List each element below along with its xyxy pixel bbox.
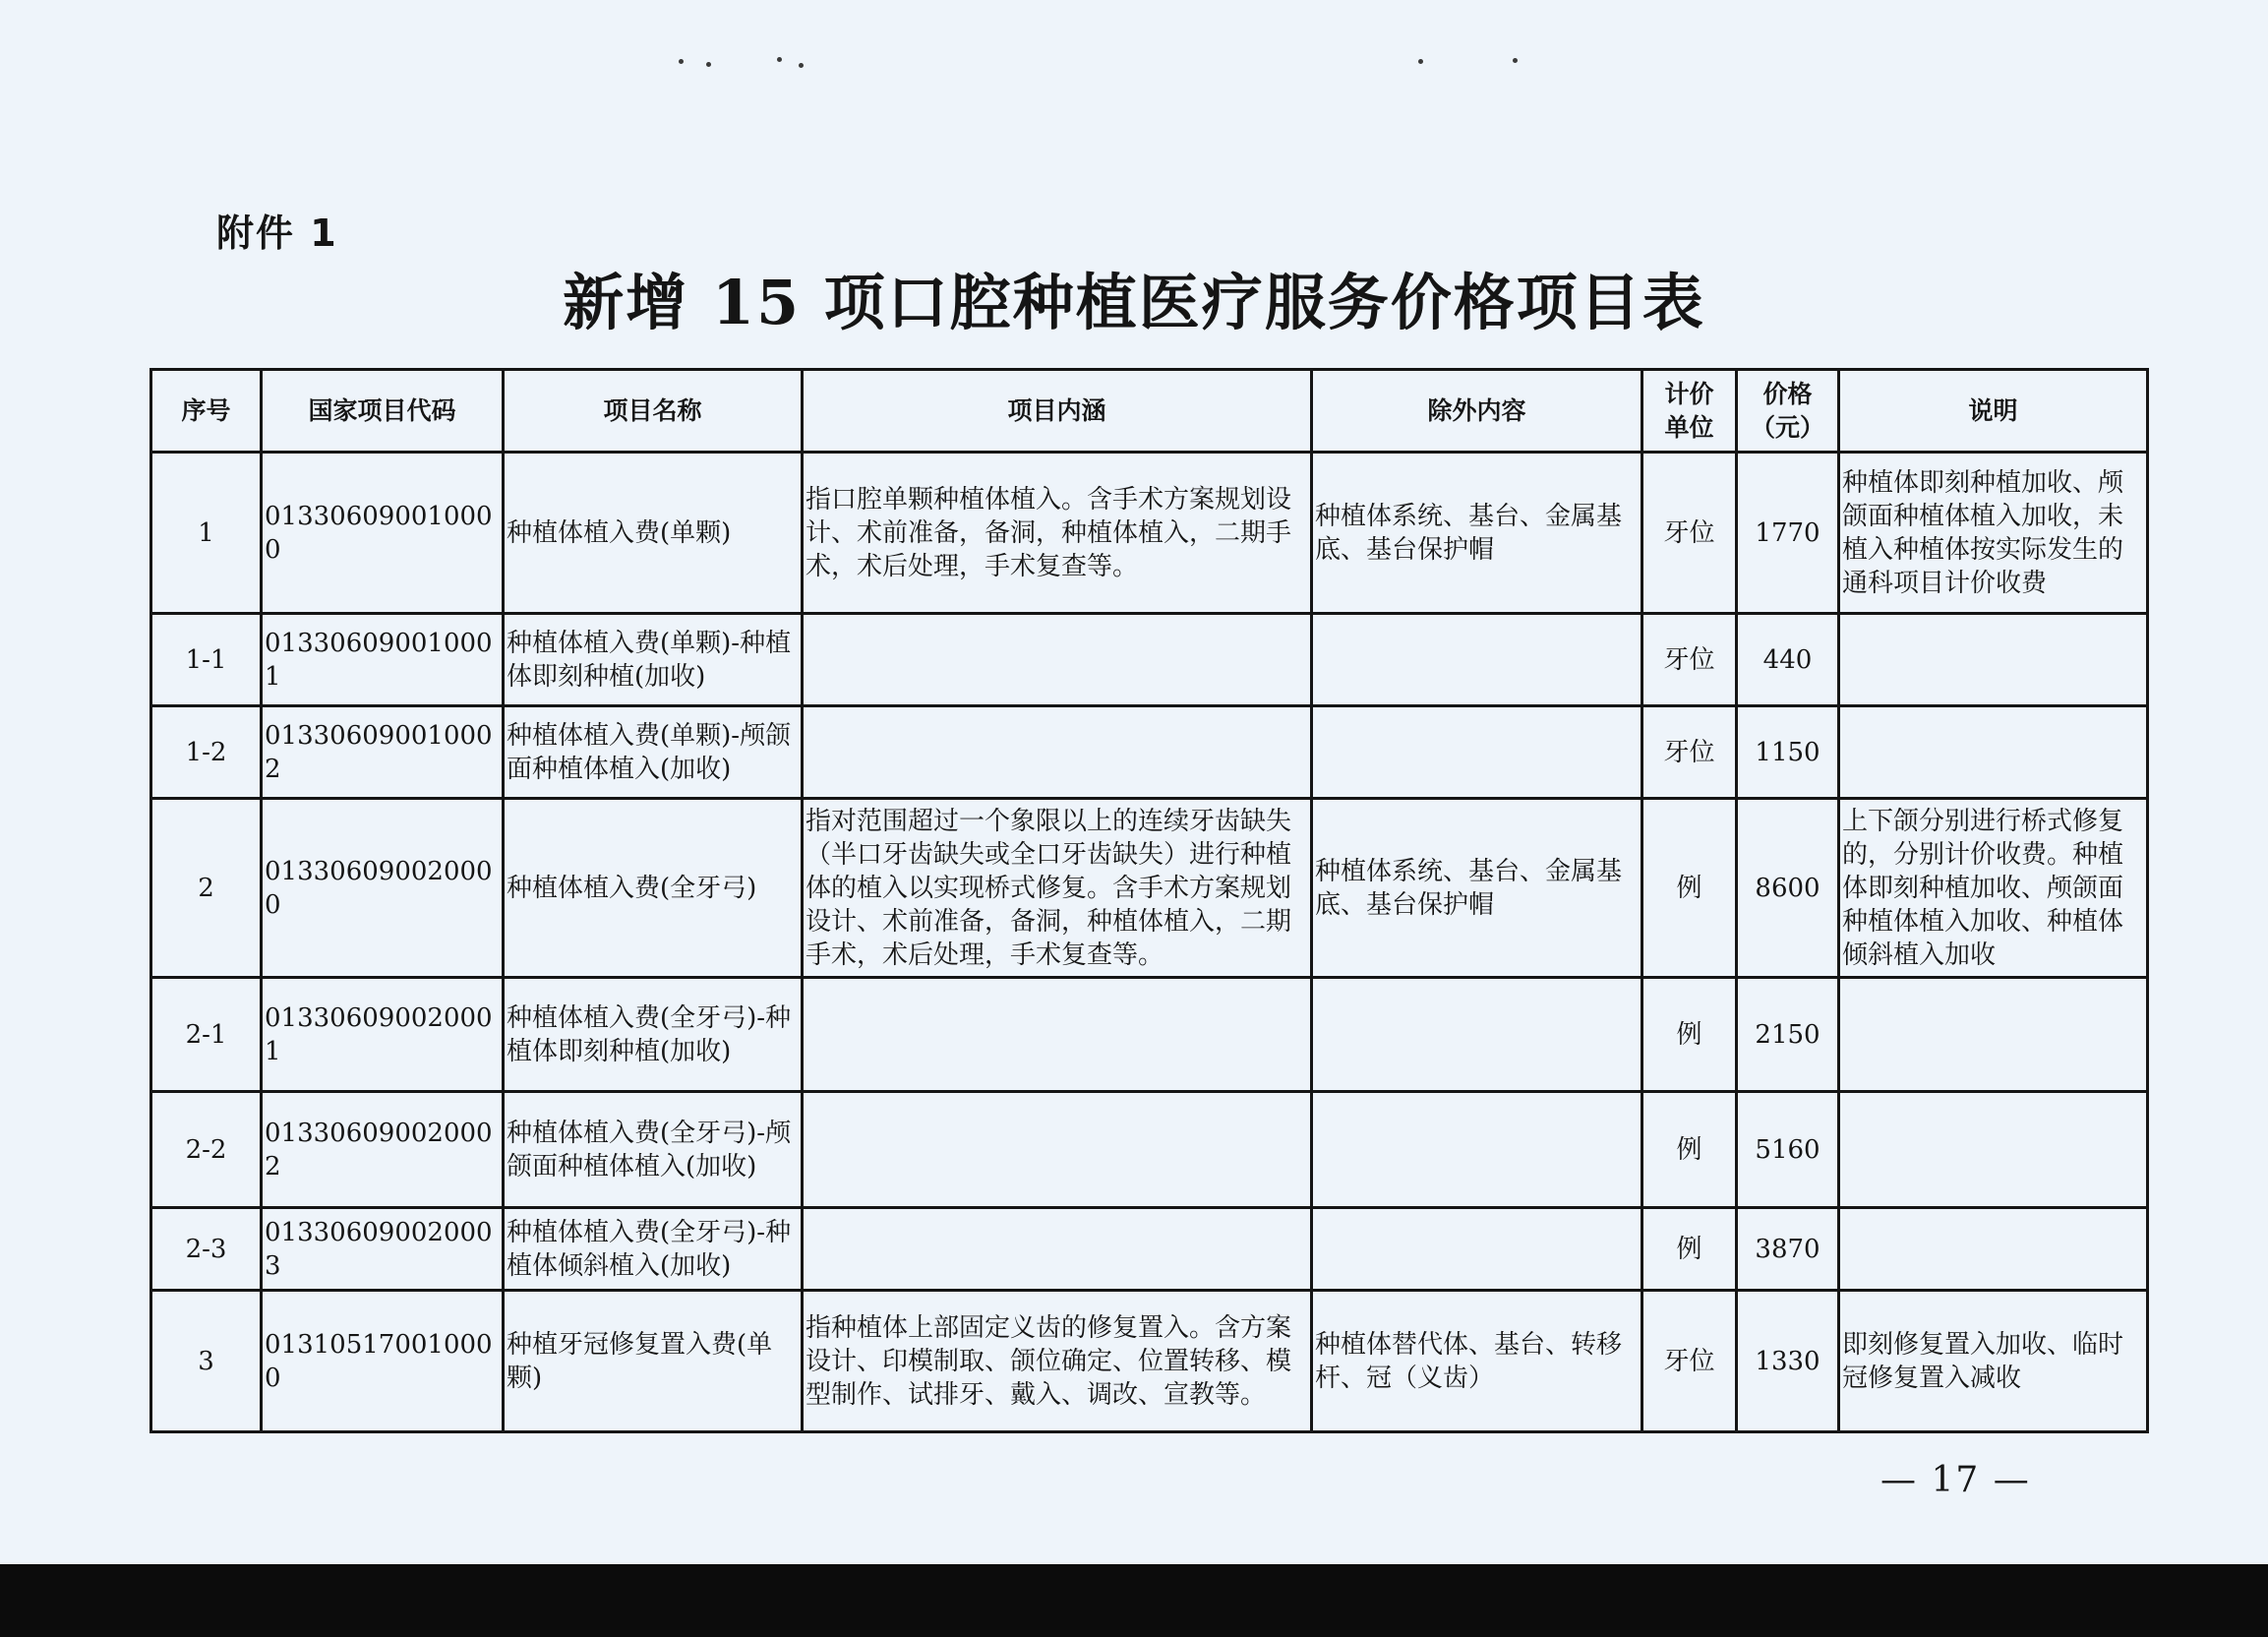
cell-exclusions [1312, 706, 1642, 799]
cell-notes [1839, 1092, 2148, 1208]
document-title: 新增 15 项口腔种植医疗服务价格项目表 [563, 267, 1705, 338]
cell-unit: 例 [1642, 978, 1737, 1092]
cell-code: 013306090010000 [262, 453, 504, 614]
cell-code: 013306090010001 [262, 614, 504, 706]
cell-seq: 2-3 [151, 1208, 262, 1291]
cell-seq: 1-2 [151, 706, 262, 799]
cell-exclusions [1312, 614, 1642, 706]
cell-seq: 2-2 [151, 1092, 262, 1208]
cell-exclusions [1312, 1092, 1642, 1208]
scan-speck [777, 57, 782, 62]
cell-price: 2150 [1737, 978, 1839, 1092]
cell-name: 种植体植入费(全牙弓)-颅颌面种植体植入(加收) [504, 1092, 803, 1208]
cell-exclusions: 种植体替代体、基台、转移杆、冠（义齿） [1312, 1291, 1642, 1432]
cell-unit: 例 [1642, 799, 1737, 978]
table-row [151, 614, 2148, 706]
price-table [149, 368, 2149, 1433]
cell-code: 013306090020003 [262, 1208, 504, 1291]
cell-notes: 上下颌分别进行桥式修复的，分别计价收费。种植体即刻种植加收、颅颌面种植体植入加收、种植体倾斜植入加收 [1839, 799, 2148, 978]
cell-notes: 即刻修复置入加收、临时冠修复置入减收 [1839, 1291, 2148, 1432]
table-row [151, 1291, 2148, 1432]
cell-code: 013306090020001 [262, 978, 504, 1092]
table-row [151, 1208, 2148, 1291]
cell-name: 种植体植入费(全牙弓) [504, 799, 803, 978]
cell-unit: 例 [1642, 1092, 1737, 1208]
cell-name: 种植体植入费(单颗)-颅颌面种植体植入(加收) [504, 706, 803, 799]
cell-price: 8600 [1737, 799, 1839, 978]
cell-seq: 2-1 [151, 978, 262, 1092]
header-exclusions: 除外内容 [1312, 370, 1642, 453]
cell-unit: 牙位 [1642, 453, 1737, 614]
cell-content: 指种植体上部固定义齿的修复置入。含方案设计、印模制取、颌位确定、位置转移、模型制作、试排牙、戴入、调改、宣教等。 [803, 1291, 1312, 1432]
cell-unit: 牙位 [1642, 614, 1737, 706]
table-row [151, 453, 2148, 614]
cell-name: 种植体植入费(全牙弓)-种植体倾斜植入(加收) [504, 1208, 803, 1291]
scan-speck [1513, 58, 1518, 63]
cell-notes [1839, 978, 2148, 1092]
scan-speck [799, 63, 804, 68]
cell-seq: 2 [151, 799, 262, 978]
cell-notes [1839, 706, 2148, 799]
table-row [151, 799, 2148, 978]
cell-notes [1839, 614, 2148, 706]
cell-content [803, 1092, 1312, 1208]
header-unit: 计价 单位 [1642, 370, 1737, 453]
cell-notes [1839, 1208, 2148, 1291]
cell-unit: 牙位 [1642, 1291, 1737, 1432]
cell-content [803, 978, 1312, 1092]
cell-content [803, 1208, 1312, 1291]
cell-code: 013105170010000 [262, 1291, 504, 1432]
cell-name: 种植体植入费(单颗) [504, 453, 803, 614]
cell-name: 种植体植入费(全牙弓)-种植体即刻种植(加收) [504, 978, 803, 1092]
cell-price: 1150 [1737, 706, 1839, 799]
cell-code: 013306090020000 [262, 799, 504, 978]
cell-unit: 例 [1642, 1208, 1737, 1291]
scan-speck [706, 62, 711, 67]
cell-price: 1770 [1737, 453, 1839, 614]
table-header-row [151, 370, 2148, 453]
header-name: 项目名称 [504, 370, 803, 453]
cell-seq: 1 [151, 453, 262, 614]
scan-speck [679, 59, 684, 64]
cell-name: 种植牙冠修复置入费(单颗) [504, 1291, 803, 1432]
header-seq: 序号 [151, 370, 262, 453]
header-content: 项目内涵 [803, 370, 1312, 453]
cell-content [803, 614, 1312, 706]
attachment-label: 附件 1 [216, 212, 338, 255]
header-notes: 说明 [1839, 370, 2148, 453]
cell-price: 5160 [1737, 1092, 1839, 1208]
cell-seq: 3 [151, 1291, 262, 1432]
table-row [151, 706, 2148, 799]
cell-unit: 牙位 [1642, 706, 1737, 799]
cell-content: 指口腔单颗种植体植入。含手术方案规划设计、术前准备，备洞，种植体植入，二期手术，术后处理，手术复查等。 [803, 453, 1312, 614]
cell-exclusions: 种植体系统、基台、金属基底、基台保护帽 [1312, 453, 1642, 614]
cell-exclusions [1312, 1208, 1642, 1291]
cell-notes: 种植体即刻种植加收、颅颌面种植体植入加收，未植入种植体按实际发生的通科项目计价收费 [1839, 453, 2148, 614]
header-price: 价格 （元） [1737, 370, 1839, 453]
scan-edge-shadow [0, 1564, 2268, 1637]
scan-speck [1418, 59, 1423, 64]
cell-content [803, 706, 1312, 799]
cell-price: 1330 [1737, 1291, 1839, 1432]
cell-price: 3870 [1737, 1208, 1839, 1291]
cell-exclusions: 种植体系统、基台、金属基底、基台保护帽 [1312, 799, 1642, 978]
table-row [151, 1092, 2148, 1208]
cell-price: 440 [1737, 614, 1839, 706]
table-row [151, 978, 2148, 1092]
page-number: — 17 — [1880, 1460, 2031, 1500]
cell-seq: 1-1 [151, 614, 262, 706]
cell-name: 种植体植入费(单颗)-种植体即刻种植(加收) [504, 614, 803, 706]
cell-code: 013306090020002 [262, 1092, 504, 1208]
cell-exclusions [1312, 978, 1642, 1092]
header-code: 国家项目代码 [262, 370, 504, 453]
cell-content: 指对范围超过一个象限以上的连续牙齿缺失（半口牙齿缺失或全口牙齿缺失）进行种植体的植入以实现桥式修复。含手术方案规划设计、术前准备，备洞，种植体植入，二期手术，术后处理，手术复查等。 [803, 799, 1312, 978]
cell-code: 013306090010002 [262, 706, 504, 799]
